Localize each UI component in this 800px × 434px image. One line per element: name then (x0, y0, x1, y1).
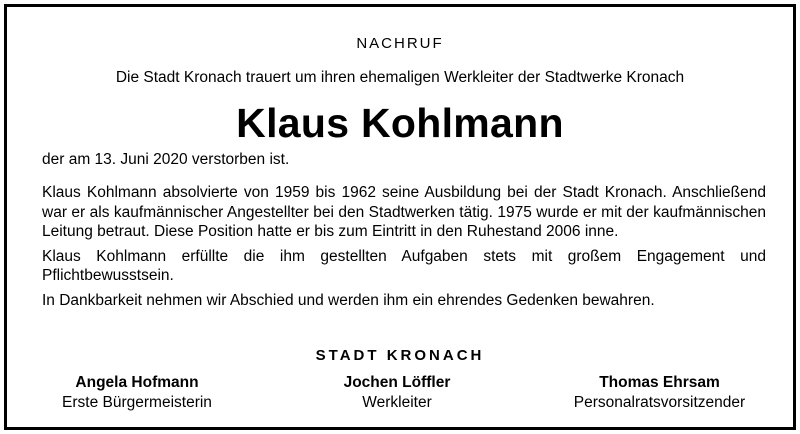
notice-heading: NACHRUF (356, 35, 444, 52)
signatory-name: Jochen Löffler (343, 374, 451, 391)
biography-paragraph: Klaus Kohlmann erfüllte die ihm gestellten Aufgaben stets mit großem Engagement und Pflichtbewusstsein. (42, 247, 766, 284)
death-date-line: der am 13. Juni 2020 verstorben ist. (42, 151, 290, 168)
signatory (32, 373, 242, 413)
signatory-title: Werkleiter (362, 394, 432, 411)
biography-paragraph: Klaus Kohlmann absolvierte von 1959 bis 1962 seine Ausbildung bei der Stadt Kronach. Anschließend war er als kaufmännischer Angestellter bei den Stadtwerken tätig. 1975 wurde er mit der kaufmännischen Leitung betraut. Diese Position hatte er bis zum Eintritt in den Ruhestand 2006 inne. (42, 184, 766, 240)
signatory-name: Angela Hofmann (75, 374, 199, 391)
signatory-title: Personalratsvorsitzender (573, 394, 746, 411)
signatory-title: Erste Bürgermeisterin (62, 394, 212, 411)
deceased-name: Klaus Kohlmann (236, 100, 564, 146)
signatory (547, 373, 772, 413)
intro-line: Die Stadt Kronach trauert um ihren ehemaligen Werkleiter der Stadtwerke Kronach (115, 69, 685, 86)
closing-paragraph: In Dankbarkeit nehmen wir Abschied und werden ihm ein ehrendes Gedenken bewahren. (42, 291, 655, 309)
organization-name: STADT KRONACH (315, 347, 485, 364)
obituary-notice (4, 4, 796, 430)
signatory (292, 373, 502, 413)
biography (42, 183, 766, 315)
signatory-name: Thomas Ehrsam (599, 374, 720, 391)
